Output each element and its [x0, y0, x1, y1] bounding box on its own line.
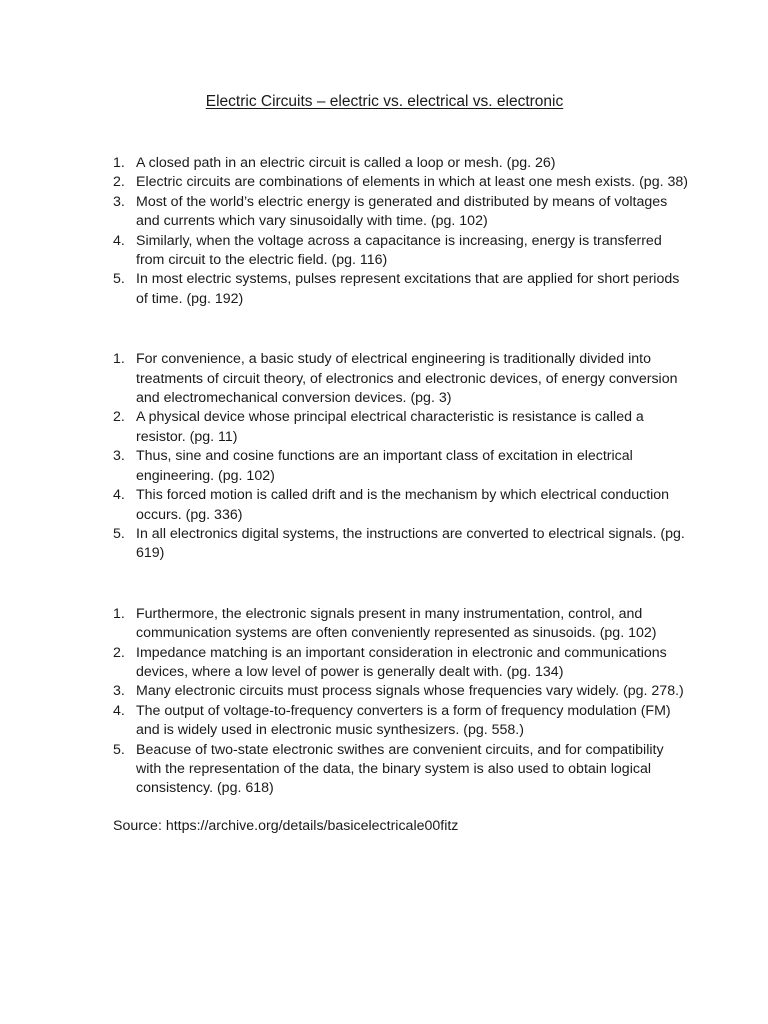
list-item-number: 2. — [113, 644, 125, 661]
list-item-number: 4. — [113, 232, 125, 249]
list-item-text: Similarly, when the voltage across a capacitance is increasing, energy is transferred from circuit to the electric field. (pg. 116) — [136, 232, 662, 269]
list-item — [113, 408, 688, 447]
list-item — [113, 682, 688, 701]
list-item — [113, 605, 688, 644]
list-item-number: 5. — [113, 271, 125, 288]
list-item — [113, 486, 688, 525]
list-item-text: The output of voltage-to-frequency converters is a form of frequency modulation (FM) and is widely used in electronic music synthesizers. (pg. 558.) — [136, 702, 671, 739]
list-item — [113, 173, 688, 192]
list-item — [113, 154, 688, 173]
list-item-text: Most of the world’s electric energy is generated and distributed by means of voltages and currents which vary sinusoidally with time. (pg. 102) — [136, 193, 668, 230]
list-item-text: For convenience, a basic study of electrical engineering is traditionally divided into treatments of circuit theory, of electronics and electronic devices, of energy conversion and electromechanical conversion devices. (pg. 3) — [136, 351, 678, 407]
list-item — [113, 350, 688, 408]
list-item-number: 5. — [113, 741, 125, 758]
list-item-number: 1. — [113, 155, 125, 171]
list-item — [113, 741, 688, 799]
list-item-number: 3. — [113, 683, 125, 700]
electric-list — [113, 154, 688, 309]
electronic-list — [113, 605, 688, 799]
list-item — [113, 644, 688, 683]
list-item-text: This forced motion is called drift and is the mechanism by which electrical conduction occurs. (pg. 336) — [136, 487, 670, 523]
list-item-text: A closed path in an electric circuit is called a loop or mesh. (pg. 26) — [136, 155, 556, 171]
list-item-number: 5. — [113, 525, 125, 542]
list-item-text: Electric circuits are combinations of elements in which at least one mesh exists. (pg. 38) — [136, 174, 688, 191]
list-item-text: Beacuse of two-state electronic swithes are convenient circuits, and for compatibility with the representation of the data, the binary system is also used to obtain logical consistency. (pg. 618) — [136, 741, 664, 797]
source-citation: Source: https://archive.org/details/basicelectricale00fitz — [113, 817, 459, 834]
list-item-text: Furthermore, the electronic signals present in many instrumentation, control, and communication systems are often conveniently represented as sinusoids. (pg. 102) — [136, 605, 657, 642]
section-spacer — [113, 309, 688, 350]
list-item-number: 2. — [113, 174, 125, 191]
list-item-text: In all electronics digital systems, the instructions are converted to electrical signals. (pg. 619) — [136, 525, 685, 562]
list-item-text: Impedance matching is an important consideration in electronic and communications devices, where a low level of power is generally dealt with. (pg. 134) — [136, 644, 667, 680]
list-item — [113, 270, 688, 309]
list-item — [113, 447, 688, 486]
list-item-number: 3. — [113, 193, 125, 210]
list-item-text: Thus, sine and cosine functions are an important class of excitation in electrical engineering. (pg. 102) — [136, 448, 633, 484]
list-item-number: 1. — [113, 605, 125, 622]
list-item-number: 3. — [113, 448, 125, 465]
list-item-number: 2. — [113, 409, 125, 426]
list-item-number: 4. — [113, 487, 125, 504]
list-item — [113, 193, 688, 232]
list-item — [113, 525, 688, 564]
document-title: Electric Circuits – electric vs. electrical vs. electronic — [205, 93, 564, 110]
list-item-text: In most electric systems, pulses represent excitations that are applied for short periods of time. (pg. 192) — [136, 271, 680, 307]
title-container — [113, 93, 656, 111]
list-item-text: A physical device whose principal electrical characteristic is resistance is called a resistor. (pg. 11) — [136, 409, 644, 445]
list-item — [113, 702, 688, 741]
electrical-list — [113, 350, 688, 563]
list-item-number: 1. — [113, 351, 125, 368]
section-spacer — [113, 564, 688, 605]
list-item-text: Many electronic circuits must process signals whose frequencies vary widely. (pg. 278.) — [136, 683, 684, 700]
list-item-number: 4. — [113, 702, 125, 719]
list-item — [113, 232, 688, 271]
